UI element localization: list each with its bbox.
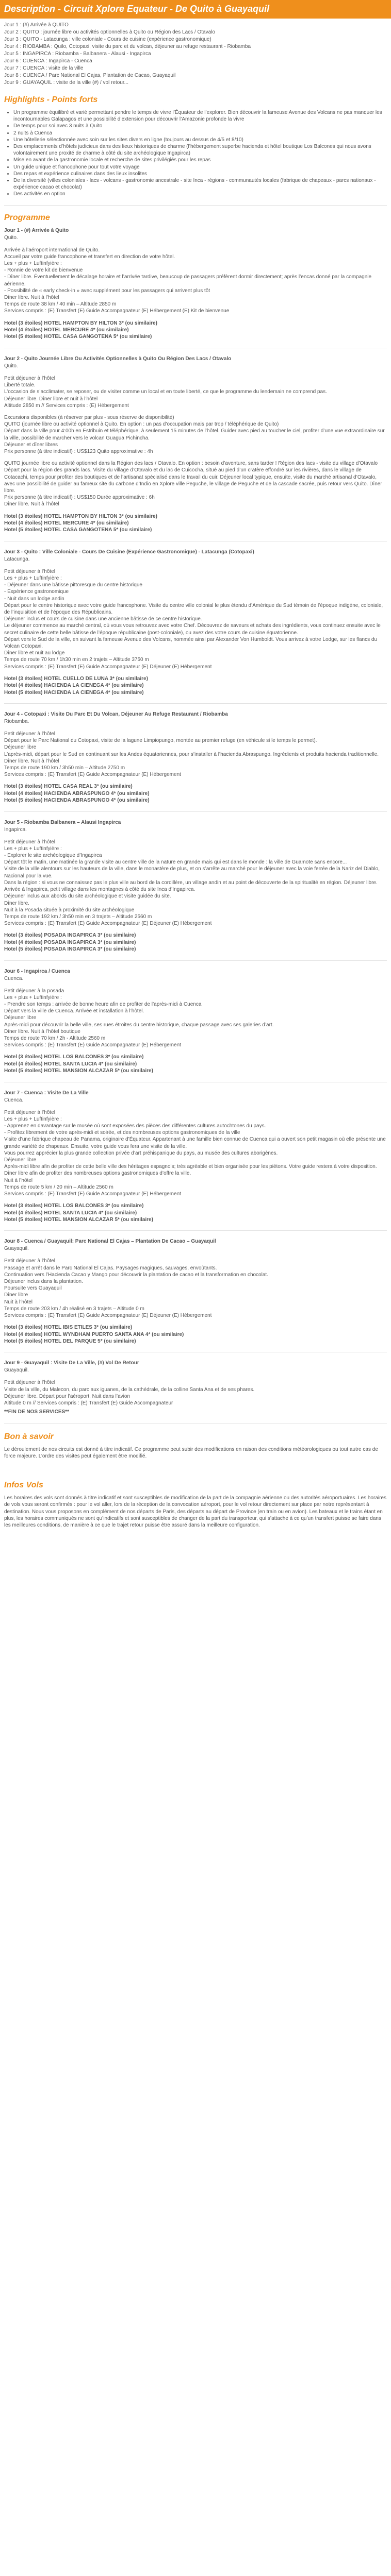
summary-line: Jour 5 : INGAPIRCA : Riobamba - Balbanera - Alausi - Ingapirca [4,51,151,57]
day-paragraph: - Apprenez en davantage sur le musée où sont exposées des pièces des différentes cultures autochtones du pays. [4,1123,266,1129]
day-place: Quito. [4,363,18,369]
day-section [4,549,387,696]
day-paragraph: Déjeuner inclus aux abords du site archéologique et visite guidée du site. [4,893,171,900]
spacer [4,778,387,783]
hotel-line: Hotel (4 étoiles) HOTEL WYNDHAM PUERTO SANTA ANA 4* (ou similaire) [4,1331,184,1337]
summary-line: Jour 1 : (#) Arrivée à QUITO [4,22,69,28]
bon-a-savoir-heading: Bon à savoir [4,1432,54,1441]
day-paragraph: Départ pour le centre historique avec votre guide francophone. Visite du centre ville colonial le plus étendu d’Amérique du Sud témoin de l’époque indigène, coloniale, de l’inquisition et de l’époque des Républicains. [4,602,383,615]
day-paragraph: Services compris : (E) Transfert (E) Guide Accompagnateur (E) Hébergement [4,1042,181,1048]
highlight-item: • De la diversité (villes coloniales - lacs - volcans - gastronomie ancestrale - site Inca - régions - communautés locales (fabrique de chapeaux - parcs nationaux - expérience cacao et chocolat) [13,177,387,191]
day-paragraph: Dîner libre. Nuit à l’hôtel [4,758,59,764]
day-paragraph: Départ tôt le matin, une matinée la grande visite au centre ville de la nature en grande mais qui est dans le monde : la ville de Guamote sans encore... [4,859,347,866]
day-paragraph: Les + plus + Luftinfyière : [4,261,62,267]
hotel-line: Hotel (5 étoiles) HACIENDA LA CIENEGA 4* (ou similaire) [4,689,144,696]
day-paragraph: Arrivée à Ingapirca, petit village dans les montagnes à côté du site Inca d’Ingapirca. [4,887,196,893]
day-paragraph: L’occasion de s’acclimater, se reposer, ou de visiter comme un local et en toute liberté, ce que le programme du lendemain ne comprend pas. [4,389,327,395]
day-paragraph: Les + plus + Luftinfyière : [4,575,62,581]
day-paragraph: Les + plus + Luftinfyière : [4,1116,62,1122]
day-paragraph: Altitude 2850 m // Services compris : (E) Hébergement [4,402,129,409]
highlights-list [4,109,387,198]
day-paragraph: Dîner libre. Nuit à l’hôtel boutique [4,1028,80,1035]
hotel-line: Hotel (5 étoiles) HOTEL CASA GANGOTENA 5* (ou similaire) [4,527,152,533]
page-title: Description - Circuit Xplore Equateur - De Quito à Guayaquil [4,4,270,14]
summary-line: Jour 8 : CUENCA / Parc National El Cajas, Plantation de Cacao, Guayaquil [4,73,176,78]
hotel-line: Hotel (3 étoiles) HOTEL LOS BALCONES 3* (ou similaire) [4,1203,144,1209]
content [0,22,391,1529]
day-paragraph: Poursuite vers Guayaquil [4,1285,62,1292]
day-paragraph: Accueil par votre guide francophone et transfert en direction de votre hôtel. [4,253,175,260]
hotel-line: Hotel (4 étoiles) HACIENDA LA CIENEGA 4* (ou similaire) [4,683,144,689]
highlight-item: • Des repas et expérience culinaires dans des lieux insolites [13,171,387,177]
highlight-item: • Un programme équilibré et varié permettant pendre le temps de vivre l’Équateur de l’explorer. Bien découvrir la fameuse Avenue des Volcans ne pas manquer les incontournables Galapagos et une possibilité d’extension pour découvrir l’Amazonie profonde la vivre [13,109,387,123]
day-paragraph: QUITO journée libre ou activité optionnel dans la Région des lacs / Otavalo. En option : besoin d’aventure, sans tarder ! Région des lacs - visite du village d’Otavalo Départ pour la région des grands lacs. Visite du village d’Otavalo et du lac de Cuicocha, situé au pied d’un cratère effondré sur les rivières, dans le village de Cotacachi, temps pour profiter des boutiques et de l’artisanat spécialisé dans le travail du cuir. Déjeuner local typique, ensuite, visite du marché artisanal d’Otavalo, avec une possibilité de guider au fameux site du carbone d’Indio en Xplore ville Peguche, le village de Peguche et de la cascade sacrée, puis retour vers Quito. Dîner libre. [4,461,382,494]
day-paragraph: QUITO (journée libre ou activité optionnel à Quito. En option : un pas d’occupation mais par trop / téléphérique de Quito) [4,421,279,428]
day-paragraph: Dîner libre. Nuit à l’hôtel [4,295,59,301]
day-paragraph: Services compris : (E) Transfert (E) Guide Accompagnateur (E) Hébergement (E) Kit de bienvenue [4,308,230,314]
end-of-services: **FIN DE NOS SERVICES** [4,1409,69,1415]
day-title: Jour 8 - Cuenca / Guayaquil: Parc National El Cajas – Plantation De Cacao – Guayaquil [4,1239,216,1245]
spacer [4,455,387,460]
day-paragraph: Prix personne (à titre indicatif) : US$150 Durée approximative : 6h [4,495,155,501]
day-place: Guayaquil. [4,1246,29,1252]
spacer [4,1319,387,1324]
day-paragraph: Petit déjeuner à la posada [4,988,64,994]
day-paragraph: Petit déjeuner à l’hôtel [4,1380,55,1386]
hotel-line: Hotel (4 étoiles) HOTEL MERCURE 4* (ou similaire) [4,327,129,333]
day-paragraph: Dans la région : si vous ne connaissez pas le plus ville au bord de la cordillère, un village andin et au point de découverte de la spiritualité en région. Déjeuner libre. [4,879,378,886]
day-paragraph: Les + plus + Luftinfyière : [4,845,62,852]
day-section [4,355,387,534]
day-paragraph: - Explorer le site archéologique d’Ingapirca [4,853,102,859]
day-section [4,711,387,804]
day-paragraph: Temps de route 70 km / 2h - Altitude 2560 m [4,1035,106,1041]
day-paragraph: Arrivée à l’aéroport international de Quito. [4,247,100,253]
day-paragraph: Visite d’une fabrique chapeau de Panama, originaire d’Équateur. Appartenant à une famille bien connue de Cuenca qui a ouvert son petit magasin où elle présente une grande variété de chapeaux. Ensuite, votre guide vous fera une visite de la ville. [4,1137,386,1149]
day-paragraph: Dîner libre. [4,900,29,906]
day-paragraph: - Ronnie de votre kit de bienvenue [4,267,83,274]
divider [4,205,387,206]
hotel-line: Hotel (5 étoiles) HACIENDA ABRASPUNGO 4* (ou similaire) [4,798,150,804]
day-paragraph: Prix personne (à titre indicatif) : US$123 Quito approximative : 4h [4,448,153,454]
programme-heading: Programme [4,213,50,222]
day-paragraph: Services compris : (E) Transfert (E) Guide Accompagnateur (E) Hébergement [4,772,181,778]
day-paragraph: Après-midi libre afin de profiter de cette belle ville des héritages espagnols; très agréable et bien organisée pour les piétons. Votre guide restera à votre disposition. [4,1164,377,1170]
day-paragraph: Déjeuner libre. Départ pour l’aéroport. Nuit dans l’avion [4,1393,131,1399]
summary-line: Jour 2 : QUITO : journée libre ou activités optionnelles à Quito ou Région des Lacs / Otavalo [4,29,215,35]
day-place: Riobamba. [4,719,29,725]
highlight-item: • Des emplacements d’hôtels judicieux dans des lieux historiques de charme (l’hébergement superbe hacienda et hôtel boutique Los Balcones qui nous avons volontairement une proxité de charme à côté du site archéologique Ingapirca) [13,143,387,157]
divider [4,1230,387,1231]
day-paragraph: Temps de route 70 km / 1h30 min en 2 trajets – Altitude 3750 m [4,657,149,663]
day-paragraph: Petit déjeuner à l’hôtel [4,731,55,737]
summary-line: Jour 6 : CUENCA : Ingapirca - Cuenca [4,58,92,64]
hotel-line: Hotel (5 étoiles) POSADA INGAPIRCA 3* (ou similaire) [4,946,136,953]
infos-vols-heading: Infos Vols [4,1481,43,1490]
day-paragraph: Nuit à l’hôtel [4,1177,33,1183]
day-title: Jour 6 - Ingapirca / Cuenca [4,968,70,974]
hotel-line: Hotel (4 étoiles) HOTEL MERCURE 4* (ou similaire) [4,520,129,526]
day-place: Latacunga. [4,556,30,562]
day-paragraph: - Profitez librement de votre après-midi et soirée, et des nombreuses options gastronomiques de la ville [4,1130,240,1136]
day-paragraph: - Expérience gastronomique [4,589,69,595]
day-section [4,1360,387,1415]
day-paragraph: Petit déjeuner à l’hôtel [4,375,55,381]
spacer [4,1197,387,1202]
day-paragraph: Nuit à la Posada située à proximité du site archéologique [4,907,135,913]
hotel-line: Hotel (4 étoiles) POSADA INGAPIRCA 3* (ou similaire) [4,939,136,945]
day-paragraph: - Nuit dans un lodge andin [4,596,64,602]
summary-line: Jour 9 : GUAYAQUIL : visite de la ville (#) / vol retour... [4,80,129,86]
day-paragraph: Le déjeuner commence au marché central, où vous vous retrouvez avec votre Chef. Découvrez de saveurs et achats des ingrédients, vous continuez ensuite avec le secret culinaire de cette belle bâtisse de l’époque républicaine (post-coloniale), ou avez des votre cours de cuisine équatorienne. [4,623,381,636]
hotel-line: Hotel (4 étoiles) HOTEL SANTA LUCIA 4* (ou similaire) [4,1061,137,1067]
day-place: Cuenca. [4,975,24,981]
day-paragraph: Services compris : (E) Transfert (E) Guide Accompagnateur (E) Déjeuner (E) Hébergement [4,664,212,670]
summary-line: Jour 7 : CUENCA : visite de la ville [4,65,84,71]
day-paragraph: Excursions disponibles (à réserver par plus - sous réserve de disponibilité) [4,414,174,420]
day-paragraph: Services compris : (E) Transfert (E) Guide Accompagnateur (E) Hébergement [4,1191,181,1197]
hotel-line: Hotel (3 étoiles) HOTEL HAMPTON BY HILTON 3* (ou similaire) [4,513,157,519]
day-paragraph: Départ vers la ville de Cuenca. Arrivée et installation à l’hôtel. [4,1008,144,1014]
page-banner [0,0,391,19]
day-paragraph: Temps de route 190 km / 3h50 min – Altitude 2750 m [4,765,125,771]
divider [4,703,387,704]
day-paragraph: Dîner libre afin de profiter des nombreuses options gastronomiques d’offre la ville. [4,1171,191,1177]
spacer [4,315,387,320]
spacer [4,508,387,513]
highlight-item: • Une hôtellerie sélectionnée avec soin sur les sites divers en ligne (toujours au dessus de 4/5 et 8/10) [13,137,387,143]
day-paragraph: Départ pour le Parc National du Cotopaxi, visite de la lagune Limpiopungo, montée au premier refuge (en véhicule si le temps le permet). [4,738,317,744]
spacer [4,670,387,675]
spacer [4,1048,387,1054]
hotel-line: Hotel (3 étoiles) HOTEL CASA REAL 3* (ou similaire) [4,784,133,790]
programme-days [4,227,387,1423]
day-paragraph: Temps de route 38 km / 40 min – Altitude 2850 m [4,301,117,308]
day-paragraph: Nuit à l’hôtel [4,1299,33,1305]
day-paragraph: - Prendre son temps : arrivée de bonne heure afin de profiter de l’après-midi à Cuenca [4,1001,202,1007]
hotel-line: Hotel (4 étoiles) HOTEL SANTA LUCIA 4* (ou similaire) [4,1210,137,1216]
day-paragraph: - Dîner libre. Éventuellement le décalage horaire et l’arrivée tardive, beaucoup de passagers préfèrent dormir directement; après l’encas donné par la compagnie aérienne. [4,274,372,287]
day-section [4,819,387,953]
day-paragraph: Déjeuner libre [4,1157,37,1163]
hotel-line: Hotel (5 étoiles) HOTEL MANSION ALCAZAR 5* (ou similaire) [4,1068,153,1074]
day-paragraph: Départ vers le Sud de la ville, en suivant la fameuse Avenue des Volcans, nommée ainsi par Alexander Von Humboldt. Vous arrivez à votre Lodge, sur les flancs du Volcan Cotopaxi. [4,636,378,649]
summary-list [4,22,387,87]
highlight-item: • De temps pour soi avec 3 nuits à Quito [13,123,387,129]
spacer [4,927,387,932]
day-title: Jour 1 - (#) Arrivée à Quito [4,227,69,233]
hotel-line: Hotel (3 étoiles) POSADA INGAPIRCA 3* (ou similaire) [4,933,136,939]
summary-line: Jour 4 : RIOBAMBA : Quilo, Cotopaxi, visite du parc et du volcan, déjeuner au refuge restaurant - Riobamba [4,44,251,49]
day-paragraph: L’après-midi, départ pour le Sud en continuant sur les Andes équatoriennes, pour s’installer à l’hacienda Abraspungo. Ingrédients et produits hacienda traditionnelle. [4,751,379,757]
day-paragraph: Visite de la ville, du Malecon, du parc aux iguanes, de la cathédrale, de la colline Santa Ana et de ses phares. [4,1386,255,1393]
day-paragraph: Continuation vers l’Hacienda Cacao y Mango pour découvrir la plantation de cacao et la transformation en chocolat. [4,1272,268,1278]
bon-a-savoir-text: Le déroulement de nos circuits est donné à titre indicatif. Ce programme peut subir des modifications en raison des conditions météorologiques ou tout autre cas de force majeure. L’ordre des visites peut également être modifié. [4,1446,378,1459]
hotel-line: Hotel (5 étoiles) HOTEL DEL PARQUE 5* (ou similaire) [4,1338,136,1345]
day-section [4,968,387,1075]
day-place: Quito. [4,234,18,241]
day-title: Jour 4 - Cotopaxi : Visite Du Parc Et Du Volcan, Déjeuner Au Refuge Restaurant / Riobamba [4,711,228,718]
day-paragraph: Après-midi pour découvrir la belle ville, ses rues étroites du centre historique, chaque passage avec ses galeries d’art. [4,1022,274,1028]
day-paragraph: Déjeuner libre [4,744,37,751]
day-paragraph: Vous pourrez apprécier la plus grande collection privée d’art préhispanique du pays, au musée des cultures aborigènes. [4,1150,278,1156]
highlight-item: • Des activités en option [13,191,387,197]
highlight-item: • Mise en avant de la gastronomie locale et recherche de sites privilégiés pour les repas [13,157,387,163]
day-paragraph: Départ dans la ville pour 4:00h en Estribuin et téléphérique, à seulement 15 minutes de l’hôtel. Guider avec pied au toucher le ciel, profiter d’une vue extraordinaire sur la ville, possibilité de marcher vers le volcan Guagua Pichincha. [4,428,385,441]
day-place: Ingapirca. [4,826,27,833]
day-paragraph: Déjeuner inclus et cours de cuisine dans une ancienne bâtisse de ce centre historique. [4,616,202,622]
day-paragraph: Petit déjeuner à l’hôtel [4,1258,55,1264]
hotel-line: Hotel (3 étoiles) HOTEL LOS BALCONES 3* (ou similaire) [4,1054,144,1060]
day-paragraph: - Déjeuner dans une bâtisse pittoresque du centre historique [4,582,142,588]
summary-line: Jour 3 : QUITO - Latacunga : ville coloniale - Cours de cuisine (expérience gastronomique) [4,37,211,42]
day-paragraph: Petit déjeuner à l’hôtel [4,1109,55,1115]
hotel-line: Hotel (5 étoiles) HOTEL CASA GANGOTENA 5* (ou similaire) [4,334,152,340]
day-paragraph: Déjeuner et dîner libres [4,442,58,448]
day-paragraph: Dîner libre et nuit au lodge [4,650,65,656]
spacer [4,409,387,414]
divider [4,811,387,812]
day-title: Jour 7 - Cuenca : Visite De La Ville [4,1090,89,1096]
highlights-heading: Highlights - Points forts [4,95,98,104]
hotel-line: Hotel (3 étoiles) HOTEL IBIS ETILES 3* (ou similaire) [4,1325,133,1331]
day-paragraph: Petit déjeuner à l’hôtel [4,839,55,845]
day-paragraph: Déjeuner libre [4,1015,37,1021]
highlight-item: • 2 nuits à Cuenca [13,130,387,137]
day-place: Cuenca. [4,1097,24,1103]
day-paragraph: Petit déjeuner à l’hôtel [4,568,55,574]
hotel-line: Hotel (3 étoiles) HOTEL CUELLO DE LUNA 3* (ou similaire) [4,675,148,682]
divider [4,960,387,961]
day-paragraph: Temps de route 192 km / 3h50 min en 3 trajets – Altitude 2560 m [4,913,152,920]
day-place: Guayaquil. [4,1367,29,1374]
day-paragraph: Temps de route 5 km / 20 min – Altitude 2560 m [4,1184,113,1190]
day-paragraph: Dîner libre [4,1292,28,1298]
day-section [4,227,387,341]
day-paragraph: Dîner libre. Nuit à l’hôtel [4,501,59,507]
day-paragraph: Les + plus + Luftinfyière : [4,994,62,1001]
day-section [4,1238,387,1345]
hotel-line: Hotel (3 étoiles) HOTEL HAMPTON BY HILTON 3* (ou similaire) [4,320,157,326]
day-paragraph: Visite de la ville alentours sur les hauteurs de la ville, dans le monastère de plus, et on s’arrête au marché pour le déjeuner avec la voie ferrée de la Nariz del Diablo, Nacional pour la vue. [4,866,380,879]
day-title: Jour 5 - Riobamba Balbanera – Alausi Ingapirca [4,819,121,825]
day-paragraph: Déjeuner libre. Dîner libre et nuit à l’hôtel [4,396,98,402]
day-title: Jour 3 - Quito : Ville Coloniale - Cours De Cuisine (Expérience Gastronomique) - Latacunga (Cotopaxi) [4,549,254,555]
day-paragraph: Services compris : (E) Transfert (E) Guide Accompagnateur (E) Déjeuner (E) Hébergement [4,1313,212,1319]
day-paragraph: Services compris : (E) Transfert (E) Guide Accompagnateur (E) Déjeuner (E) Hébergement [4,921,212,927]
day-paragraph: Déjeuner inclus dans la plantation. [4,1279,83,1285]
hotel-line: Hotel (4 étoiles) HACIENDA ABRASPUNGO 4* (ou similaire) [4,790,150,796]
day-paragraph: - Possibilité de « early check-in » avec supplément pour les passagers qui arrivent plus tôt [4,287,210,294]
day-section [4,1090,387,1224]
highlight-item: • Un guide unique et francophone pour tout votre voyage [13,164,387,171]
day-paragraph: Altitude 0 m // Services compris : (E) Transfert (E) Guide Accompagnateur [4,1400,173,1406]
hotel-line: Hotel (5 étoiles) HOTEL MANSION ALCAZAR 5* (ou similaire) [4,1217,153,1223]
day-title: Jour 2 - Quito Journée Libre Ou Activités Optionnelles à Quito Ou Région Des Lacs / Otavalo [4,355,232,362]
infos-vols-text: Les horaires des vols sont donnés à titre indicatif et sont susceptibles de modification de la part de la compagnie aérienne ou des autorités aéroportuaires. Les horaires de vols vous seront confirmés : pour le vol aller, lors de la réception de la convocation aéroport, pour le vol retour directement sur place par notre représentant à destination. Nous vous proposons en complément de nos départs de Paris, des départs au départ de Province (en train ou en avion). Les bateaux et le trains étant en plus, les horaires communiqués ne sont qu’indicatifs et sont susceptibles de changer de la part du transporteur, qui s’attache à ce qu’un transfert puisse se faire dans les meilleures conditions, de manière à ce que le trajet retour puisse être assuré dans la meilleure configuration. [4,1495,386,1528]
day-paragraph: Passage et arrêt dans le Parc National El Cajas. Paysages magiques, sauvages, envoûtants. [4,1265,217,1271]
day-paragraph: Liberté totale. [4,382,36,388]
day-paragraph: Temps de route 203 km / 4h réalisé en 3 trajets – Altitude 0 m [4,1306,144,1312]
day-title: Jour 9 - Guayaquil : Visite De La Ville, (#) Vol De Retour [4,1360,139,1366]
